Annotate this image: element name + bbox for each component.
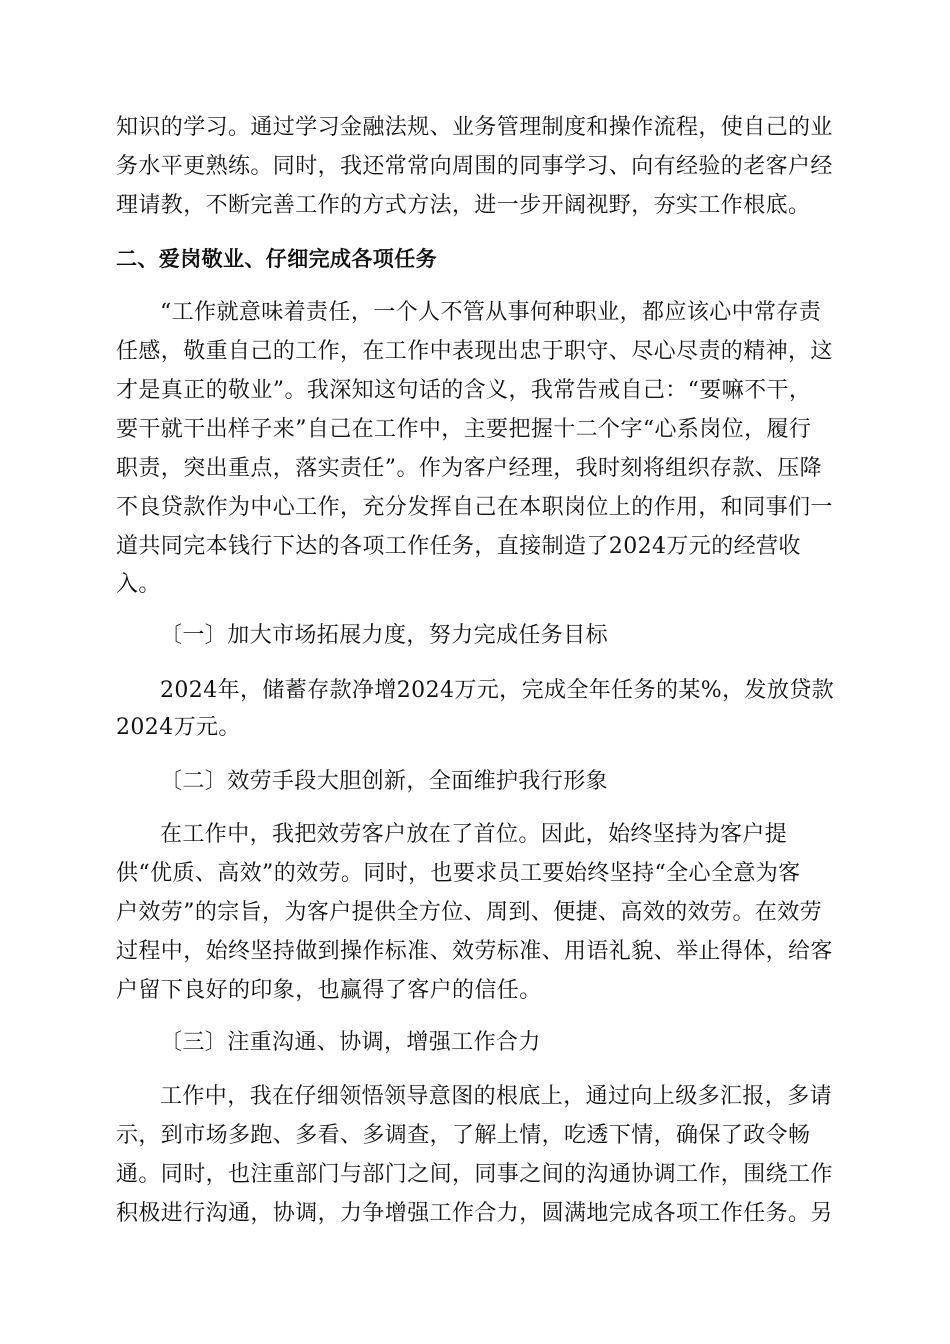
- section-2-line-5: 职责，突出重点，落实责任”。作为客户经理，我时刻将组织存款、压降: [116, 456, 823, 481]
- intro-line-3: 理请教，不断完善工作的方式方法，进一步开阔视野，夯实工作根底。: [116, 193, 811, 218]
- subsection-1-heading: 〔一〕加大市场拓展力度，努力完成任务目标: [160, 623, 609, 648]
- subsection-2-line-5: 户留下良好的印象，也赢得了客户的信任。: [116, 978, 542, 1003]
- subsection-2-line-2: 供“优质、高效”的效劳。同时，也要求员工要始终坚持“全心全意为客: [116, 861, 801, 886]
- subsection-3-line-3: 通。同时，也注重部门与部门之间，同事之间的沟通协调工作，围绕工作: [116, 1162, 833, 1187]
- subsection-1-line-2: 2024万元。: [116, 715, 241, 740]
- section-2-line-2: 任感，敬重自己的工作，在工作中表现出忠于职守、尽心尽责的精神，这: [116, 339, 833, 364]
- subsection-2-line-3: 户效劳”的宗旨，为客户提供全方位、周到、便捷、高效的效劳。在效劳: [116, 900, 823, 925]
- section-2-line-1: “工作就意味着责任，一个人不管从事何种职业，都应该心中常存责: [160, 300, 822, 325]
- section-2-line-7: 道共同完本钱行下达的各项工作任务，直接制造了2024万元的经营收: [116, 534, 801, 559]
- subsection-2-line-1: 在工作中，我把效劳客户放在了首位。因此，始终坚持为客户提: [160, 822, 788, 847]
- section-2-heading: 二、爱岗敬业、仔细完成各项任务: [116, 247, 437, 271]
- subsection-3-line-4: 积极进行沟通，协调，力争增强工作合力，圆满地完成各项工作任务。另: [116, 1201, 833, 1226]
- subsection-3-line-1: 工作中，我在仔细领悟领导意图的根底上，通过向上级多汇报，多请: [160, 1084, 833, 1109]
- intro-line-1: 知识的学习。通过学习金融法规、业务管理制度和操作流程，使自己的业: [116, 115, 833, 140]
- subsection-3-heading: 〔三〕注重沟通、协调，增强工作合力: [160, 1030, 541, 1055]
- section-2-line-3: 才是真正的敬业”。我深知这句话的含义，我常告戒自己：“要嘛不干，: [116, 378, 812, 403]
- intro-line-2: 务水平更熟练。同时，我还常常向周围的同事学习、向有经验的老客户经: [116, 154, 833, 179]
- subsection-2-heading: 〔二〕效劳手段大胆创新，全面维护我行形象: [160, 769, 609, 794]
- subsection-1-line-1: 2024年，储蓄存款净增2024万元，完成全年任务的某%，发放贷款: [160, 678, 835, 703]
- section-2-line-8: 入。: [116, 572, 161, 597]
- subsection-2-line-4: 过程中，始终坚持做到操作标准、效劳标准、用语礼貌、举止得体，给客: [116, 939, 833, 964]
- section-2-line-6: 不良贷款作为中心工作，充分发挥自己在本职岗位上的作用，和同事们一: [116, 495, 833, 520]
- section-2-line-4: 要干就干出样子来”自己在工作中，主要把握十二个字“心系岗位，履行: [116, 417, 812, 442]
- subsection-3-line-2: 示，到市场多跑、多看、多调查，了解上情，吃透下情，确保了政令畅: [116, 1123, 811, 1148]
